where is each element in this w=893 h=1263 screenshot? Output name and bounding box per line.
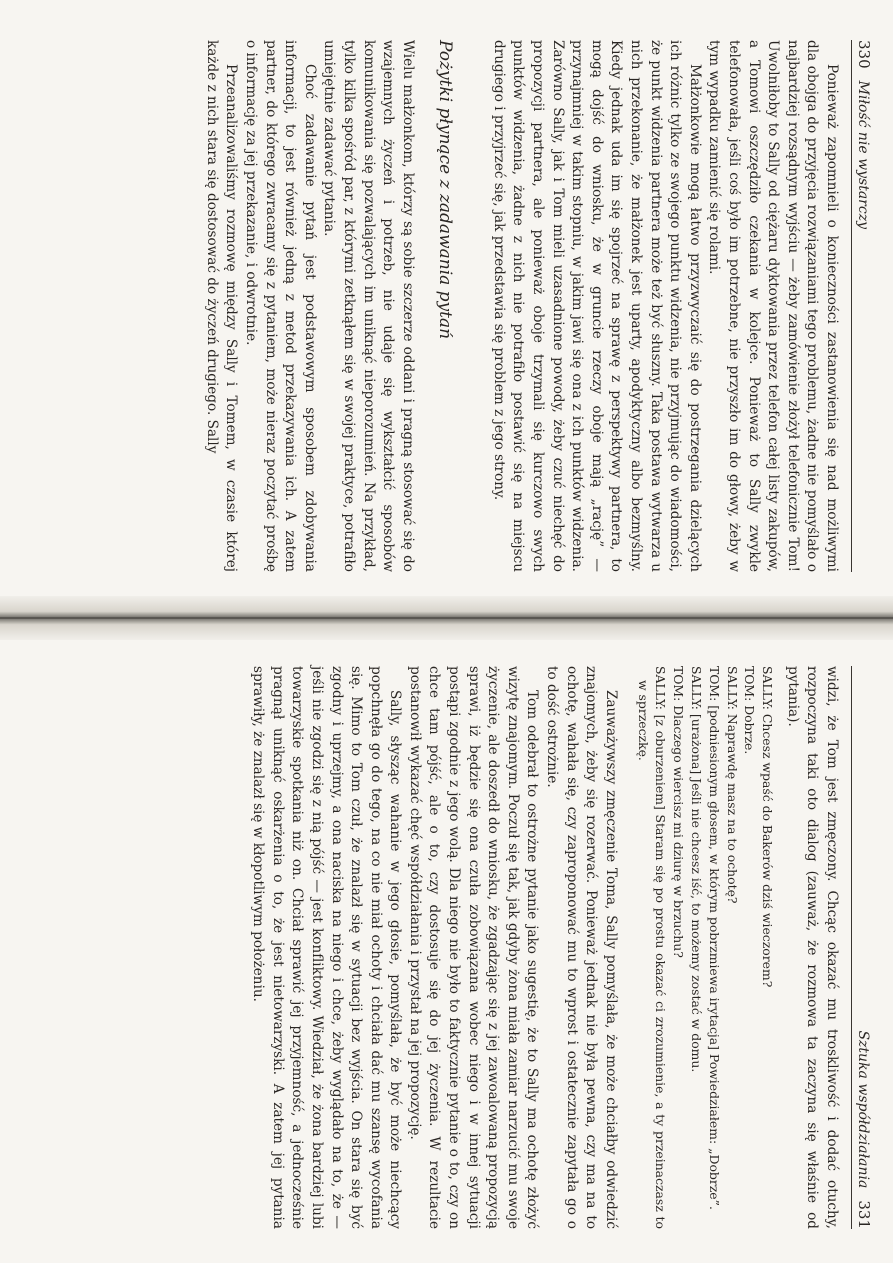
paragraph: Małżonkowie mogą łatwo przyzwyczaić się do postrzegania dzielących ich różnic tylko ze swojego punktu widzenia, nie przyjmując do wiadomości, że punkt widzenia partnera może też być słuszny. Taka postawa wytwarza u nich przekonanie, że małżonek jest uparty, apodyktyczny albo bezmyślny. Kiedy jednak uda im się spojrzeć na sprawę z perspektywy partnera, to mogą dojść do wniosku, że w gruncie rzeczy oboje mają „rację” — przynajmniej w takim stopniu, w jakim jawi się ona z ich punktów widzenia. Zarówno Sally, jak i Tom mieli uzasadnione powody, żeby czuć niechęć do propozycji partnera, ale ponieważ oboje trzymali się kurczowo swych punktów widzenia, żadne z nich nie potrafiło postawić się na miejscu drugiego i przyjrzeć się, jak przedstawia się problem z jego strony. [490,40,703,572]
left-running-title: Miłość nie wystarczy [855,80,871,229]
dialog-block [634,666,776,1229]
dialog-line: SALLY: [z oburzeniem] Staram się po prostu okazać ci zrozumienie, a ty przeinaczasz to w sprzeczkę. [635,666,669,1229]
left-running-head [851,40,873,572]
right-body-text [248,666,841,1229]
dialog-line: TOM: Dlaczego wiercisz mi dziurę w brzuchu? [671,666,687,958]
paragraph: Wielu małżonkom, którzy są sobie szczerze oddani i pragną stosować się do wzajemnych życzeń i potrzeb, nie udaje się wykształcić sposobów komunikowania się pozwalających im uniknąć nieporozumień. Na przykład, tylko kilka spośród par, z którymi zetknąłem się w swojej praktyce, potrafiło umiejętnie zadawać pytania. [321,40,416,572]
dialog-line: SALLY: Naprawdę masz na to ochotę? [724,666,740,904]
paragraph: Zauważywszy zmęczenie Toma, Sally pomyślała, że może chciałby odwiedzić znajomych, żeby się rozerwać. Ponieważ jednak nie była pewna, czy ma na to ochotę, wahała się, czy zaproponować mu to wprost i ostatecznie zapytała go o to dość ostrożnie. [544,666,619,1229]
right-page-number: 331 [855,1200,873,1229]
dialog-line: TOM: Dobrze. [742,666,758,755]
left-page [0,0,893,600]
paragraph: widzi, że Tom jest zmęczony. Chcąc okazać mu troskliwość i dodać otuchy, rozpoczyna taki oto dialog (zauważ, że rozmowa ta zaczyna się właśnie od pytania). [784,666,840,1229]
paragraph: Sally, słysząc wahanie w jego głosie, pomyślała, że być może niechcący popchnęła go do tego, na co nie miał ochoty i chciała dać mu szansę wycofania się. Mimo to Tom czuł, że znalazł się w sytuacji bez wyjścia. On stara się być zgodny i uprzejmy, a ona naciska na niego i chce, żeby wyglądało na to, że — jeśli nie zgodzi się z nią pójść — jest konfliktowy. Wiedział, że żona bardziej lubi towarzyskie spotkania niż on. Chciał sprawić jej przyjemność, a jednocześnie pragnął uniknąć oskarżenia o to, że jest nietowarzyski. A zatem jej pytania sprawiły, że znalazł się w kłopotliwym położeniu. [250,666,404,1229]
dialog-line: SALLY: Chcesz wpaść do Bakerów dziś wieczorem? [760,666,776,988]
dialog-line: TOM: [podniesionym głosem, w którym pobrzmiewa irytacja] Powiedziałem: „Dobrze”. [706,666,722,1210]
right-running-head [851,666,873,1229]
section-heading: Pożytki płynące z zadawania pytań [435,40,456,340]
right-page [0,640,893,1263]
dialog-line: SALLY: [urażona] Jeśli nie chcesz iść, to możemy zostać w domu. [689,666,705,1073]
paragraph: Tom odebrał to ostrożne pytanie jako sugestię, że to Sally ma ochotę złożyć wizytę znajomym. Poczuł się tak, jak gdyby żona miała zamiar narzucić mu swoje życzenie, ale doszedł do wniosku, że zgadzając się z jej zawoalowaną propozycją sprawi, iż będzie się ona czuła zobowiązana wobec niego i w innej sytuacji postąpi zgodnie z jego wolą. Dla niego nie było to faktycznie pytanie o to, czy on chce tam pójść, ale o to, czy dostosuje się do jej życzenia. W rezultacie postanowił wykazać chęć współdziałania i przystał na jej propozycję. [406,666,541,1229]
book-gutter [0,596,893,640]
left-page-number: 330 [855,40,873,69]
paragraph: Choć zadawanie pytań jest podstawowym sposobem zdobywania informacji, to jest również jedną z metod przekazywania ich. A zatem partner, do którego zwracamy się z pytaniem, może nieraz poczytać prośbę o informację za jej przekazanie, i odwrotnie. [242,40,318,572]
paragraph: Ponieważ zapomnieli o konieczności zastanowienia się nad możliwymi dla obojga do przyjęcia rozwiązaniami tego problemu, żadne nie pomyślało o najbardziej rozsądnym wyjściu — żeby zamówienie złożył telefonicznie Tom! Uwolniłoby to Sally od ciężaru dyktowania przez telefon całej listy zakupów, a Tomowi oszczędziło czekania w kolejce. Ponieważ to Sally zwykle telefonowała, jeśli coś było im potrzebne, nie przyszło im do głowy, żeby w tym wypadku zamienić się rolami. [706,40,840,572]
paragraph: Przeanalizowaliśmy rozmowę między Sally i Tomem, w czasie której każde z nich stara się dostosować do życzeń drugiego. Sally [203,40,240,572]
left-body-text [201,40,841,572]
right-running-title: Sztuka współdziałania [855,1030,871,1189]
